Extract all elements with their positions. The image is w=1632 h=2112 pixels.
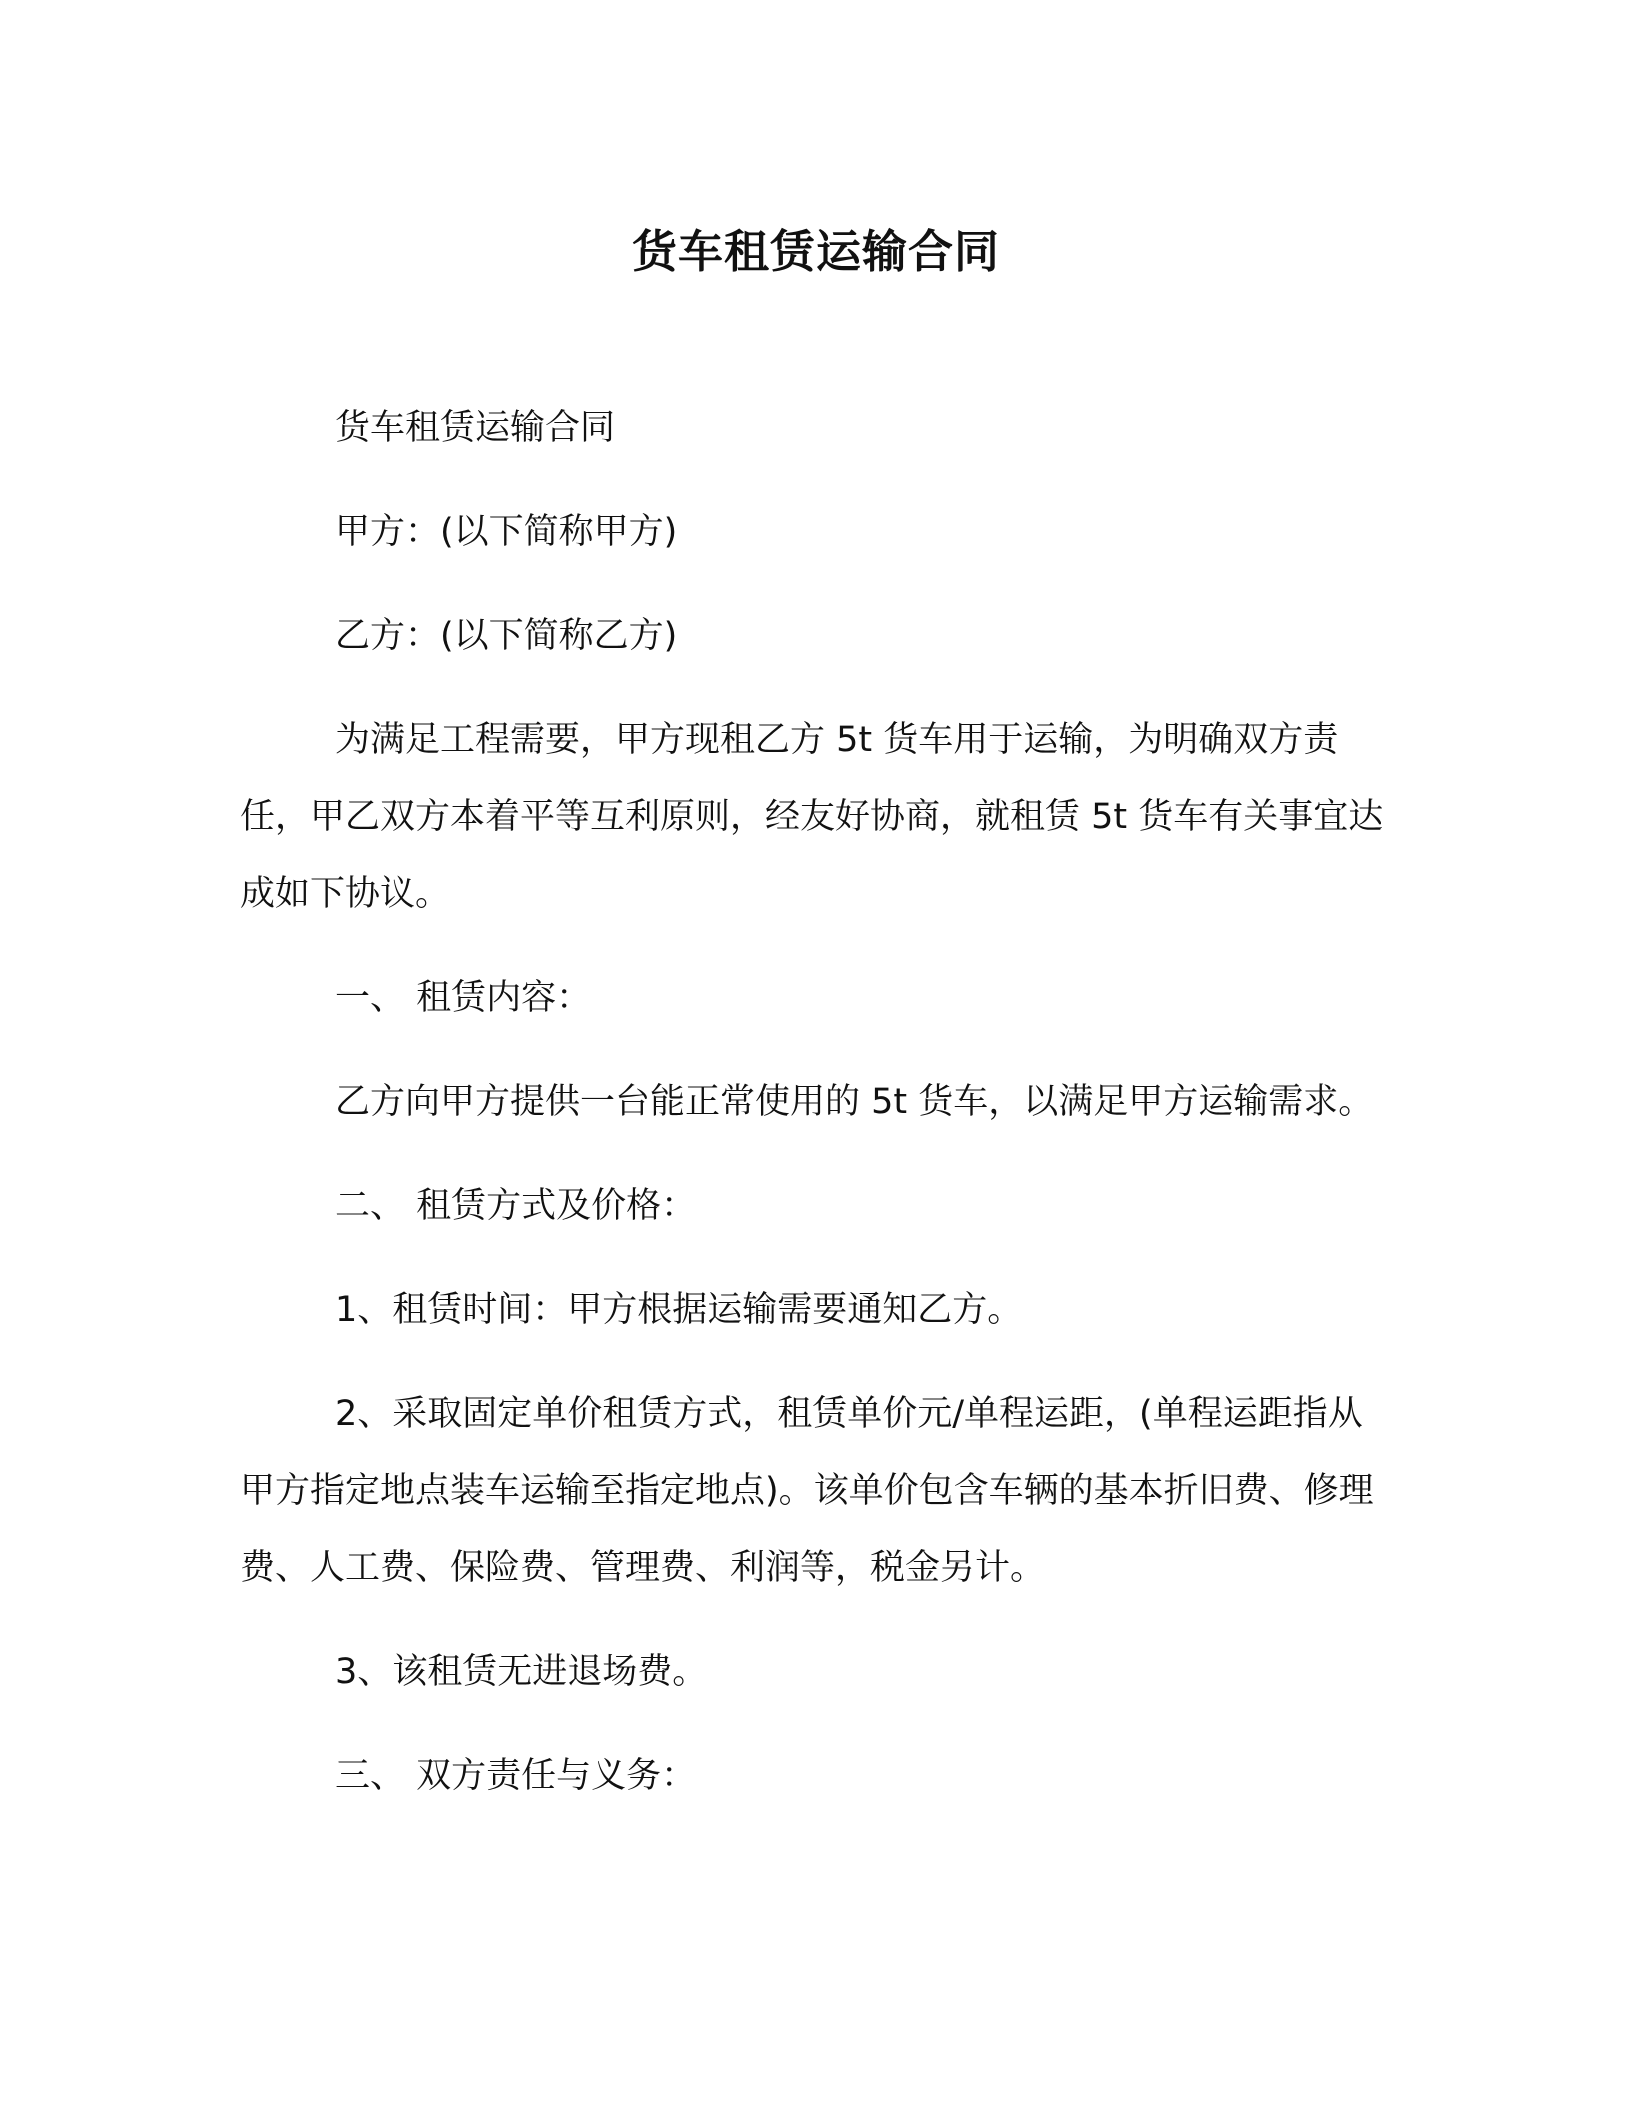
section-heading-2: 二、 租赁方式及价格： (335, 1186, 697, 1226)
clause-2-2: 2、采取固定单价租赁方式，租赁单价元/单程运距，(单程运距指从甲方指定地点装车运输至指定地点)。该单价包含车辆的基本折旧费、修理费、人工费、保险费、管理费、利润等，税金另计。 (240, 1394, 1374, 1588)
section-heading-3: 三、 双方责任与义务： (335, 1756, 697, 1796)
section-heading-1: 一、 租赁内容： (335, 978, 592, 1018)
paragraph-party-b: 乙方：(以下简称乙方) (335, 616, 678, 656)
clause-2-1: 1、租赁时间：甲方根据运输需要通知乙方。 (335, 1290, 1023, 1330)
clause-2-3: 3、该租赁无进退场费。 (335, 1652, 708, 1692)
document-body (240, 390, 1392, 1842)
paragraph-party-a: 甲方：(以下简称甲方) (335, 512, 678, 552)
paragraph-preamble: 为满足工程需要，甲方现租乙方 5t 货车用于运输，为明确双方责任，甲乙双方本着平等互利原则，经友好协商，就租赁 5t 货车有关事宜达成如下协议。 (240, 720, 1384, 914)
document-title: 货车租赁运输合同 (631, 225, 1000, 278)
paragraph-lease-content: 乙方向甲方提供一台能正常使用的 5t 货车，以满足甲方运输需求。 (335, 1082, 1374, 1122)
paragraph-subtitle: 货车租赁运输合同 (335, 408, 616, 448)
